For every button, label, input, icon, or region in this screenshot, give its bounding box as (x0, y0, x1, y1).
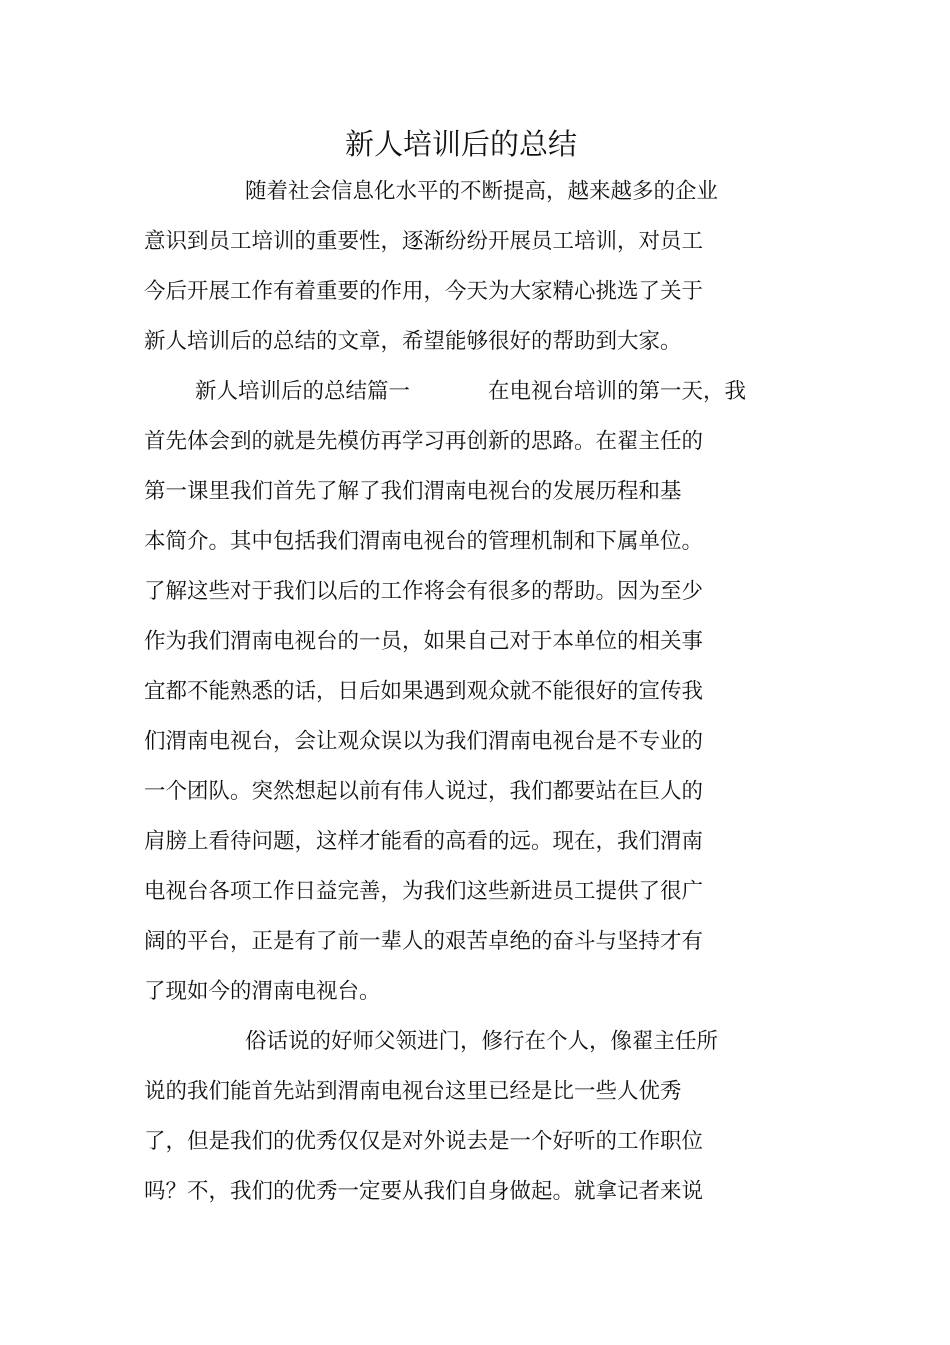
paragraph-2-line-9: 一个团队。突然想起以前有伟人说过，我们都要站在巨人的 (144, 779, 704, 804)
paragraph-1-line-4: 新人培训后的总结的文章，希望能够很好的帮助到大家。 (144, 329, 682, 354)
paragraph-3-line-4: 吗？不，我们的优秀一定要从我们自身做起。就拿记者来说 (144, 1179, 704, 1204)
paragraph-2-line-10: 肩膀上看待问题，这样才能看的高看的远。现在，我们渭南 (144, 829, 704, 854)
paragraph-2-line-3: 第一课里我们首先了解了我们渭南电视台的发展历程和基 (144, 479, 682, 504)
paragraph-2-line-12: 阔的平台，正是有了前一辈人的艰苦卓绝的奋斗与坚持才有 (144, 929, 704, 954)
section-heading: 新人培训后的总结篇一 (195, 379, 411, 404)
paragraph-2-line-13: 了现如今的渭南电视台。 (144, 979, 381, 1004)
paragraph-1-line-3: 今后开展工作有着重要的作用，今天为大家精心挑选了关于 (144, 279, 704, 304)
paragraph-2-line-11: 电视台各项工作日益完善，为我们这些新进员工提供了很广 (144, 879, 704, 904)
paragraph-3-line-3: 了，但是我们的优秀仅仅是对外说去是一个好听的工作职位 (144, 1129, 704, 1154)
section-heading-line (195, 377, 746, 407)
paragraph-1-line-1: 随着社会信息化水平的不断提高，越来越多的企业 (245, 179, 719, 204)
paragraph-3-line-2: 说的我们能首先站到渭南电视台这里已经是比一些人优秀 (144, 1079, 682, 1104)
paragraph-2-line-1: 在电视台培训的第一天，我 (488, 379, 747, 404)
paragraph-1-line-2: 意识到员工培训的重要性，逐渐纷纷开展员工培训，对员工 (144, 229, 704, 254)
paragraph-2-line-7: 宜都不能熟悉的话，日后如果遇到观众就不能很好的宣传我 (144, 679, 704, 704)
document-title: 新人培训后的总结 (344, 127, 577, 161)
paragraph-2-line-8: 们渭南电视台，会让观众误以为我们渭南电视台是不专业的 (144, 729, 704, 754)
paragraph-3-line-1: 俗话说的好师父领进门，修行在个人，像翟主任所 (245, 1029, 719, 1054)
paragraph-2-line-2: 首先体会到的就是先模仿再学习再创新的思路。在翟主任的 (144, 429, 704, 454)
paragraph-2-line-6: 作为我们渭南电视台的一员，如果自己对于本单位的相关事 (144, 629, 704, 654)
paragraph-2-line-4: 本简介。其中包括我们渭南电视台的管理机制和下属单位。 (144, 529, 704, 554)
paragraph-2-line-5: 了解这些对于我们以后的工作将会有很多的帮助。因为至少 (144, 579, 704, 604)
